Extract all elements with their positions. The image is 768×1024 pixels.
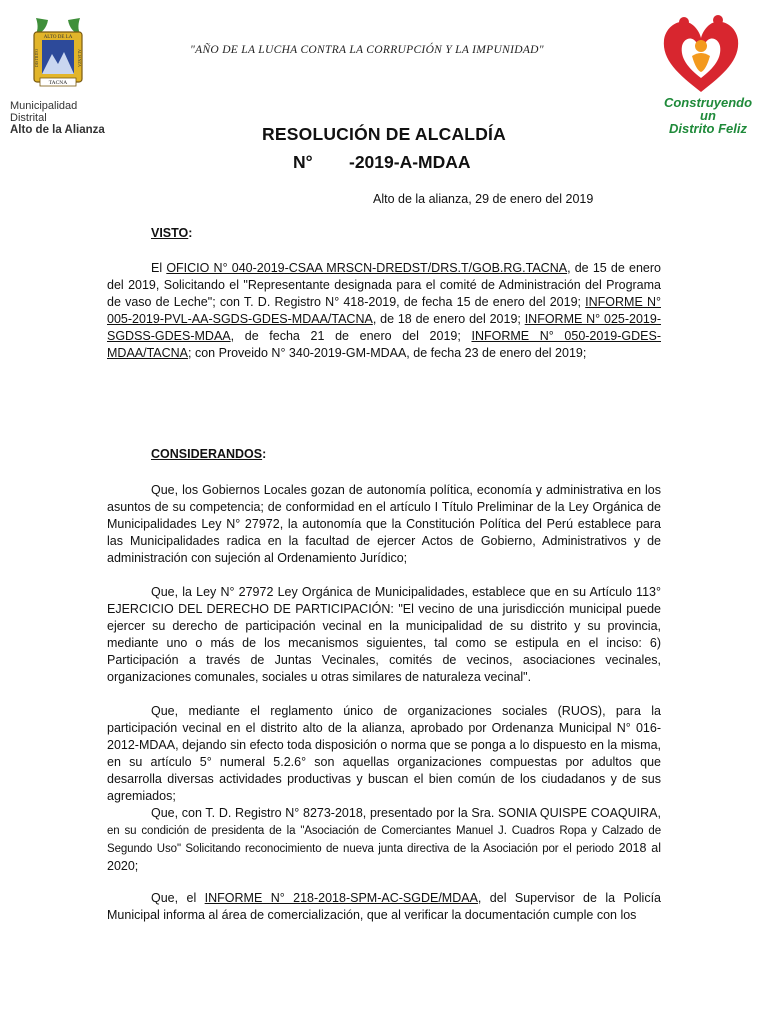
crest-text-bottom: TACNA — [48, 80, 68, 86]
document-date: Alto de la alianza, 29 de enero del 2019 — [373, 192, 594, 206]
resolution-number — [293, 152, 471, 173]
informe-005-reference: INFORME N° 005-2019-PVL-AA-SGDS-GDES-MDAA/TACNA — [107, 295, 661, 326]
visto-paragraph: El OFICIO N° 040-2019-CSAA MRSCN-DREDST/DRS.T/GOB.RG.TACNA, de 15 de enero del 2019, Solicitando el "Representante designada para el comité de Administración del Programa de vaso de Leche"; con T. D. Registro N° 418-2019, de fecha 15 de enero del 2019; INFORME N° 005-2019-PVL-AA-SGDS-GDES-MDAA/TACNA, de 18 de enero del 2019; INFORME N° 025-2019-SGDSS-GDES-MDAA, de fecha 21 de enero del 2019; INFORME N° 050-2019-GDES-MDAA/TACNA; con Proveido N° 340-2019-GM-MDAA, de fecha 23 de enero del 2019; — [107, 261, 661, 360]
municipality-line1: Municipalidad Distrital — [10, 100, 78, 124]
considerando-paragraph-3: Que, mediante el reglamento único de organizaciones sociales (RUOS), para la participación vecinal en el distrito alto de la alianza, aprobado por Ordenanza Municipal N° 016-2012-MDAA, dejando sin efecto toda disposición o norma que se ponga a lo dispuesto en la misma, en su artículo 5° numeral 5.2.6° son aquellas organizaciones compuestas por adultos que desarrolla diversas actividades productivas y buscan el bien común de los ciudadanos y de sus agremiados; — [107, 704, 661, 803]
informe-025-reference: INFORME N° 025-2019-SGDSS-GDES-MDAA — [107, 312, 661, 343]
considerandos-heading-text: CONSIDERANDOS — [151, 447, 263, 461]
resolution-title: RESOLUCIÓN DE ALCALDÍA — [262, 124, 506, 144]
visto-heading-colon: : — [188, 226, 193, 240]
slogan-line1: Construyendo un — [663, 95, 753, 123]
oficio-reference: OFICIO N° 040-2019-CSAA MRSCN-DREDST/DRS.T/GOB.RG.TACNA — [166, 261, 568, 275]
considerando-paragraph-5: Que, el INFORME N° 218-2018-SPM-AC-SGDE/MDAA, del Supervisor de la Policía Municipal informa al área de comercialización, que al verificar la documentación cumple con los — [107, 891, 662, 922]
considerando-paragraph-4: Que, con T. D. Registro N° 8273-2018, presentado por la Sra. SONIA QUISPE COAQUIRA, en su condición de presidenta de la "Asociación de Comerciantes Manuel J. Cuadros Ropa y Calzado de Segundo Uso" Solicitando reconocimiento de nueva junta directiva de la Asociación por el periodo 2018 al 2020; — [107, 806, 661, 873]
slogan-line2: Distrito Feliz — [668, 121, 747, 136]
visto-heading — [151, 226, 192, 240]
informe-050-reference: INFORME N° 050-2019-GDES-MDAA/TACNA — [107, 329, 661, 360]
considerando-paragraph-1: Que, los Gobiernos Locales gozan de autonomía política, economía y administrativa en los asuntos de su competencia; de conformidad en el artículo I Título Preliminar de la Ley Orgánica de Municipalidades Ley N° 27972, la autonomía que la Constitución Política del Perú establece para las Municipalidades radica en la facultad de ejercer Actos de Gobierno, Administrativos y de administración con sujeción al Ordenamiento Jurídico; — [107, 483, 661, 565]
number-suffix: -2019-A-MDAA — [349, 152, 471, 172]
municipal-crest-logo — [26, 14, 90, 98]
heart-family-logo — [658, 12, 744, 98]
number-prefix: N° — [293, 152, 313, 172]
crest-text-top: ALTO DE LA — [43, 35, 73, 40]
informe-218-reference: INFORME N° 218-2018-SPM-AC-SGDE/MDAA — [204, 891, 478, 905]
municipality-line2: Alto de la Alianza — [10, 124, 105, 136]
crest-text-right: ALIANZA — [77, 49, 82, 67]
considerandos-heading — [151, 447, 266, 461]
visto-heading-text: VISTO — [151, 226, 189, 240]
year-motto: "AÑO DE LA LUCHA CONTRA LA CORRUPCIÓN Y LA IMPUNIDAD" — [190, 44, 544, 56]
crest-text-left: DISTRITO — [34, 48, 39, 68]
considerandos-heading-colon: : — [262, 447, 267, 461]
considerando-paragraph-2: Que, la Ley N° 27972 Ley Orgánica de Municipalidades, establece que en su Artículo 113° EJERCICIO DEL DERECHO DE PARTICIPACIÓN: "El vecino de una jurisdicción municipal puede ejercer su derecho de participación vecinal en la municipalidad de su distrito y su provincia, mediante uno o más de los mecanismos siguientes, tal como se estipula en el inciso: 6) Participación a través de Juntas Vecinales, comités de vecinos, asociaciones vecinales, organizaciones comunales, sociales u otras similares de naturaleza vecinal". — [107, 585, 661, 684]
